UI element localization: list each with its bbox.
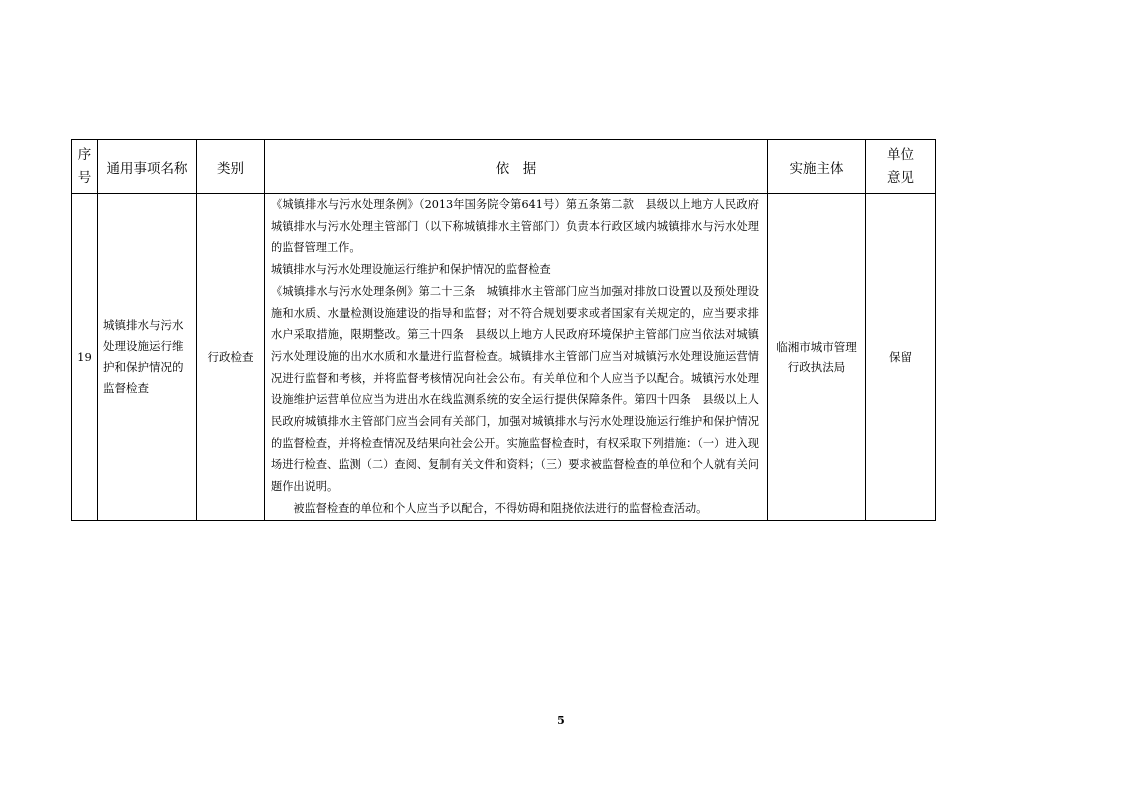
header-basis: 依 据 xyxy=(265,140,768,194)
row-subject-line2: 行政执法局 xyxy=(787,359,846,374)
items-table xyxy=(71,139,936,521)
page-number: 5 xyxy=(557,714,565,727)
row-subject xyxy=(768,194,866,521)
row-basis xyxy=(265,194,768,521)
basis-paragraph: 城镇排水与污水处理设施运行维护和保护情况的监督检查 xyxy=(271,263,551,277)
header-item-name: 通用事项名称 xyxy=(98,140,197,194)
header-subject: 实施主体 xyxy=(768,140,866,194)
basis-paragraph: 《城镇排水与污水处理条例》（2013年国务院令第641号）第五条第二款 县级以上地方人民政府城镇排水与污水处理主管部门（以下称城镇排水主管部门）负责本行政区域内城镇排水与污水处理的监督管理工作。 xyxy=(271,198,759,255)
header-opinion-line1: 单位 xyxy=(887,146,914,163)
row-seq: 19 xyxy=(72,194,98,521)
row-subject-line1: 临湘市城市管理 xyxy=(776,339,857,354)
row-opinion: 保留 xyxy=(866,194,936,521)
row-category: 行政检查 xyxy=(197,194,265,521)
table-row xyxy=(72,194,936,521)
header-seq xyxy=(72,140,98,194)
row-item-name: 城镇排水与污水处理设施运行维护和保护情况的监督检查 xyxy=(98,194,197,521)
header-opinion-line2: 意见 xyxy=(887,169,914,186)
header-opinion xyxy=(866,140,936,194)
basis-paragraph: 《城镇排水与污水处理条例》第二十三条 城镇排水主管部门应当加强对排放口设置以及预处理设施和水质、水量检测设施建设的指导和监督；对不符合规划要求或者国家有关规定的，应当要求排水户采取措施，限期整改。第三十四条 县级以上地方人民政府环境保护主管部门应当依法对城镇污水处理设施的出水水质和水量进行监督检查。城镇排水主管部门应当对城镇污水处理设施运营情况进行监督和考核，并将监督考核情况向社会公布。有关单位和个人应当予以配合。城镇污水处理设施维护运营单位应当为进出水在线监测系统的安全运行提供保障条件。第四十四条 县级以上人民政府城镇排水主管部门应当会同有关部门，加强对城镇排水与污水处理设施运行维护和保护情况的监督检查，并将检查情况及结果向社会公开。实施监督检查时，有权采取下列措施：（一）进入现场进行检查、监测（二）查阅、复制有关文件和资料；（三）要求被监督检查的单位和个人就有关问题作出说明。 xyxy=(271,284,759,494)
header-seq-line2: 号 xyxy=(77,169,92,186)
basis-paragraph: 被监督检查的单位和个人应当予以配合，不得妨碍和阻挠依法进行的监督检查活动。 xyxy=(293,501,708,515)
header-seq-line1: 序 xyxy=(77,146,92,163)
header-category: 类别 xyxy=(197,140,265,194)
table-header-row xyxy=(72,140,936,194)
